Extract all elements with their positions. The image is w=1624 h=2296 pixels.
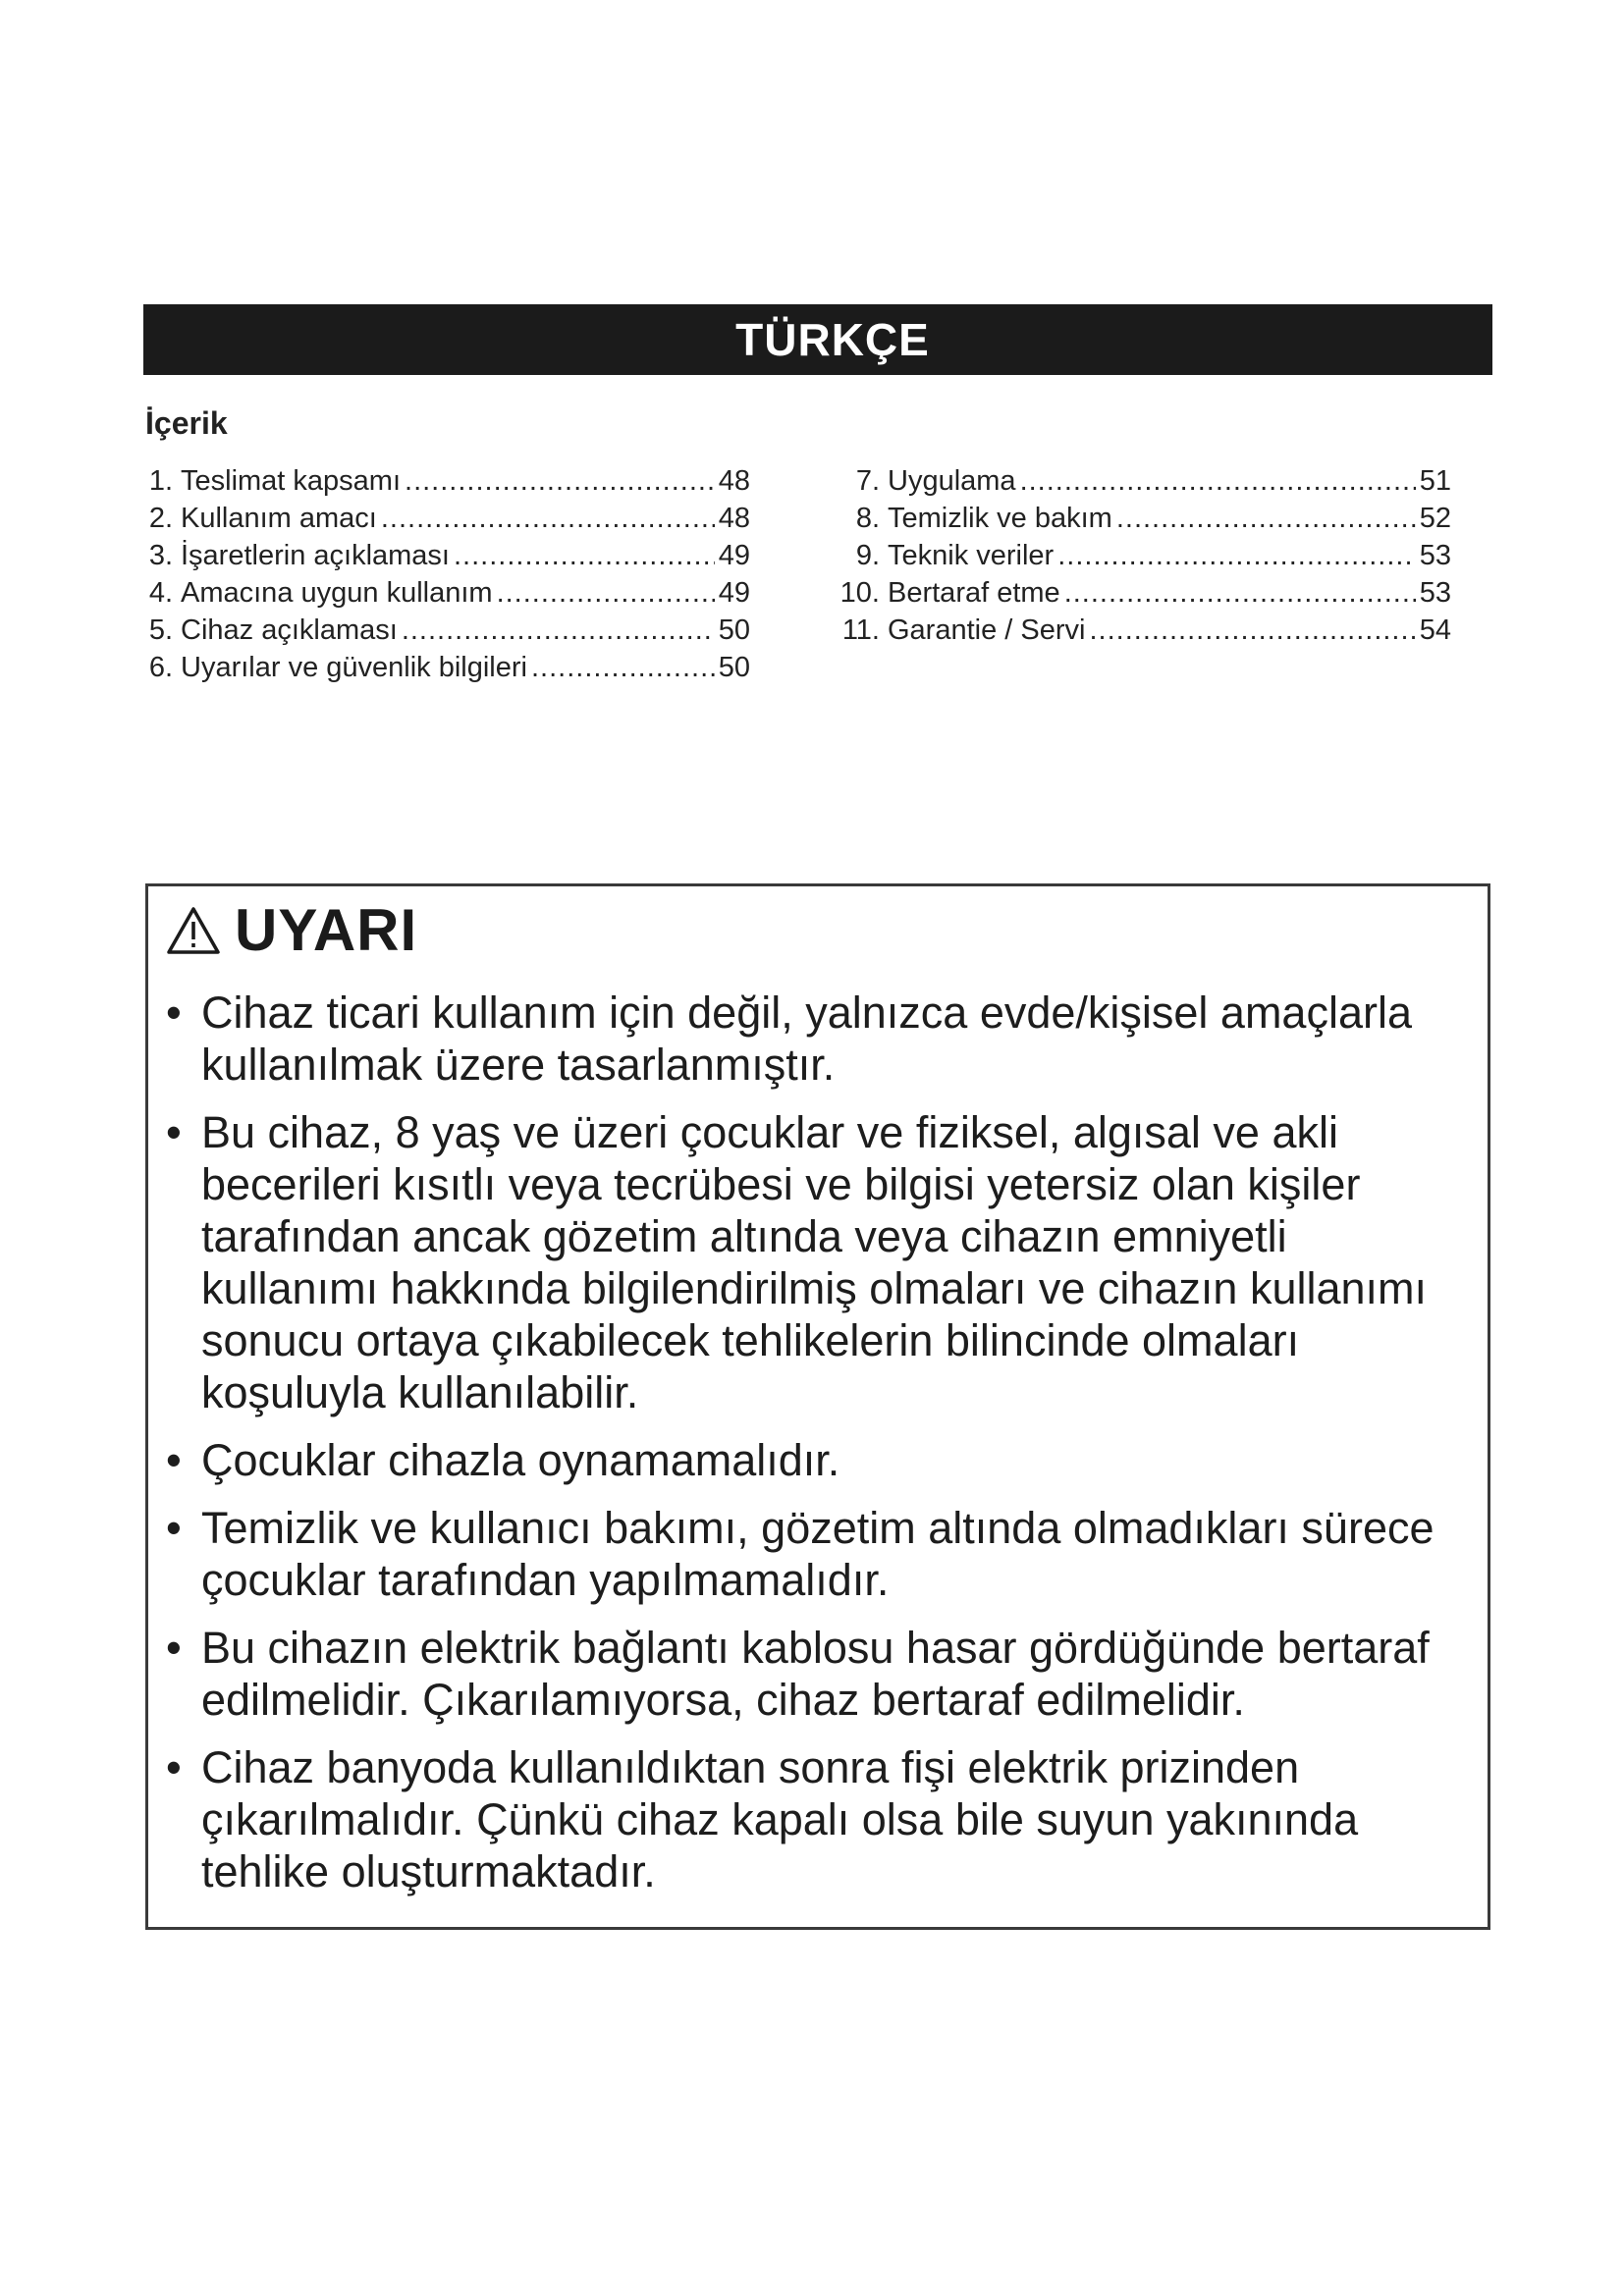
toc-leader-dots: [531, 652, 715, 684]
toc-number: 9.: [855, 540, 880, 571]
toc-number: 7.: [855, 465, 880, 497]
toc-page-number: 53: [1419, 577, 1451, 609]
toc-page-number: 51: [1419, 465, 1451, 497]
toc-number: 1.: [148, 465, 173, 497]
toc-number: 11.: [841, 614, 880, 646]
warning-item-text: Çocuklar cihazla oynamamalıdır.: [201, 1435, 840, 1485]
bullet-icon: •: [166, 1107, 182, 1157]
language-banner: [143, 304, 1492, 375]
toc-leader-dots: [497, 577, 715, 610]
toc-entry: [831, 614, 1451, 652]
toc-number: 2.: [148, 503, 173, 534]
toc-leader-dots: [1116, 503, 1416, 535]
warning-item: [148, 1741, 1488, 1897]
toc-entry: [143, 614, 750, 652]
toc-label: Amacına uygun kullanım: [181, 577, 493, 609]
toc-entry: [143, 503, 750, 540]
warning-item: [148, 1622, 1488, 1726]
toc-label: Temizlik ve bakım: [888, 503, 1112, 534]
warning-triangle-icon: [166, 906, 221, 955]
toc-leader-dots: [1064, 577, 1416, 610]
warning-item: [148, 1434, 1488, 1486]
toc-entry: [143, 540, 750, 577]
warning-list: [148, 987, 1488, 1913]
bullet-icon: •: [166, 1742, 182, 1792]
toc-left-column: [143, 465, 750, 689]
bullet-icon: •: [166, 1435, 182, 1485]
toc-label: Bertaraf etme: [888, 577, 1060, 609]
warning-box: [145, 883, 1490, 1930]
toc-right-column: [831, 465, 1451, 652]
toc-number: 8.: [855, 503, 880, 534]
language-title: TÜRKÇE: [735, 314, 930, 365]
warning-item: [148, 1106, 1488, 1418]
toc-page-number: 48: [718, 465, 750, 497]
toc-number: 5.: [148, 614, 173, 646]
toc-label: Teslimat kapsamı: [181, 465, 402, 497]
toc-entry: [143, 652, 750, 689]
warning-item-text: Bu cihazın elektrik bağlantı kablosu hasar gördüğünde bertaraf edilmelidir. Çıkarılamıyorsa, cihaz bertaraf edilmelidir.: [201, 1623, 1430, 1725]
toc-entry: [143, 577, 750, 614]
toc-leader-dots: [1057, 540, 1416, 572]
bullet-icon: •: [166, 988, 182, 1038]
toc-page-number: 48: [718, 503, 750, 534]
toc-label: Kullanım amacı: [181, 503, 377, 534]
toc-page-number: 50: [718, 614, 750, 646]
toc-heading: İçerik: [145, 405, 228, 441]
toc-label: Teknik veriler: [888, 540, 1055, 571]
toc-leader-dots: [381, 503, 715, 535]
toc-page-number: 54: [1419, 614, 1451, 646]
toc-number: 4.: [148, 577, 173, 609]
toc-entry: [831, 503, 1451, 540]
bullet-icon: •: [166, 1503, 182, 1553]
toc-page-number: 52: [1419, 503, 1451, 534]
warning-item-text: Temizlik ve kullanıcı bakımı, gözetim altında olmadıkları sürece çocuklar tarafından yapılmamalıdır.: [201, 1503, 1435, 1605]
toc-leader-dots: [1089, 614, 1415, 647]
warning-header: [166, 896, 417, 964]
warning-item-text: Cihaz banyoda kullanıldıktan sonra fişi elektrik prizinden çıkarılmalıdır. Çünkü cihaz kapalı olsa bile suyun yakınında tehlike oluşturmaktadır.: [201, 1742, 1359, 1896]
toc-leader-dots: [454, 540, 715, 572]
toc-label: Uyarılar ve güvenlik bilgileri: [181, 652, 527, 683]
toc-label: Garantie / Servi: [888, 614, 1086, 646]
warning-item-text: Cihaz ticari kullanım için değil, yalnızca evde/kişisel amaçlarla kullanılmak üzere tasarlanmıştır.: [201, 988, 1412, 1090]
toc-leader-dots: [1020, 465, 1416, 498]
toc-entry: [831, 577, 1451, 614]
toc-entry: [143, 465, 750, 503]
toc-page-number: 50: [718, 652, 750, 683]
warning-item-text: Bu cihaz, 8 yaş ve üzeri çocuklar ve fiziksel, algısal ve akli becerileri kısıtlı veya tecrübesi ve bilgisi yetersiz olan kişiler tarafından ancak gözetim altında veya cihazın emniyetli kullanımı hakkında bilgilendirilmiş olmaları ve cihazın kullanımı sonucu ortaya çıkabilecek tehlikelerin bilincinde olmaları koşuluyla kullanılabilir.: [201, 1107, 1428, 1417]
warning-item: [148, 987, 1488, 1091]
toc-entry: [831, 465, 1451, 503]
toc-page-number: 53: [1419, 540, 1451, 571]
warning-title: UYARI: [235, 897, 418, 963]
toc-page-number: 49: [718, 577, 750, 609]
toc-label: Uygulama: [888, 465, 1016, 497]
toc-entry: [831, 540, 1451, 577]
bullet-icon: •: [166, 1623, 182, 1673]
toc-number: 3.: [148, 540, 173, 571]
toc-label: İşaretlerin açıklaması: [181, 540, 450, 571]
toc-leader-dots: [405, 465, 715, 498]
warning-item: [148, 1502, 1488, 1606]
toc-label: Cihaz açıklaması: [181, 614, 398, 646]
toc-page-number: 49: [718, 540, 750, 571]
toc-leader-dots: [402, 614, 715, 647]
toc-number: 10.: [839, 577, 880, 609]
toc-number: 6.: [148, 652, 173, 683]
